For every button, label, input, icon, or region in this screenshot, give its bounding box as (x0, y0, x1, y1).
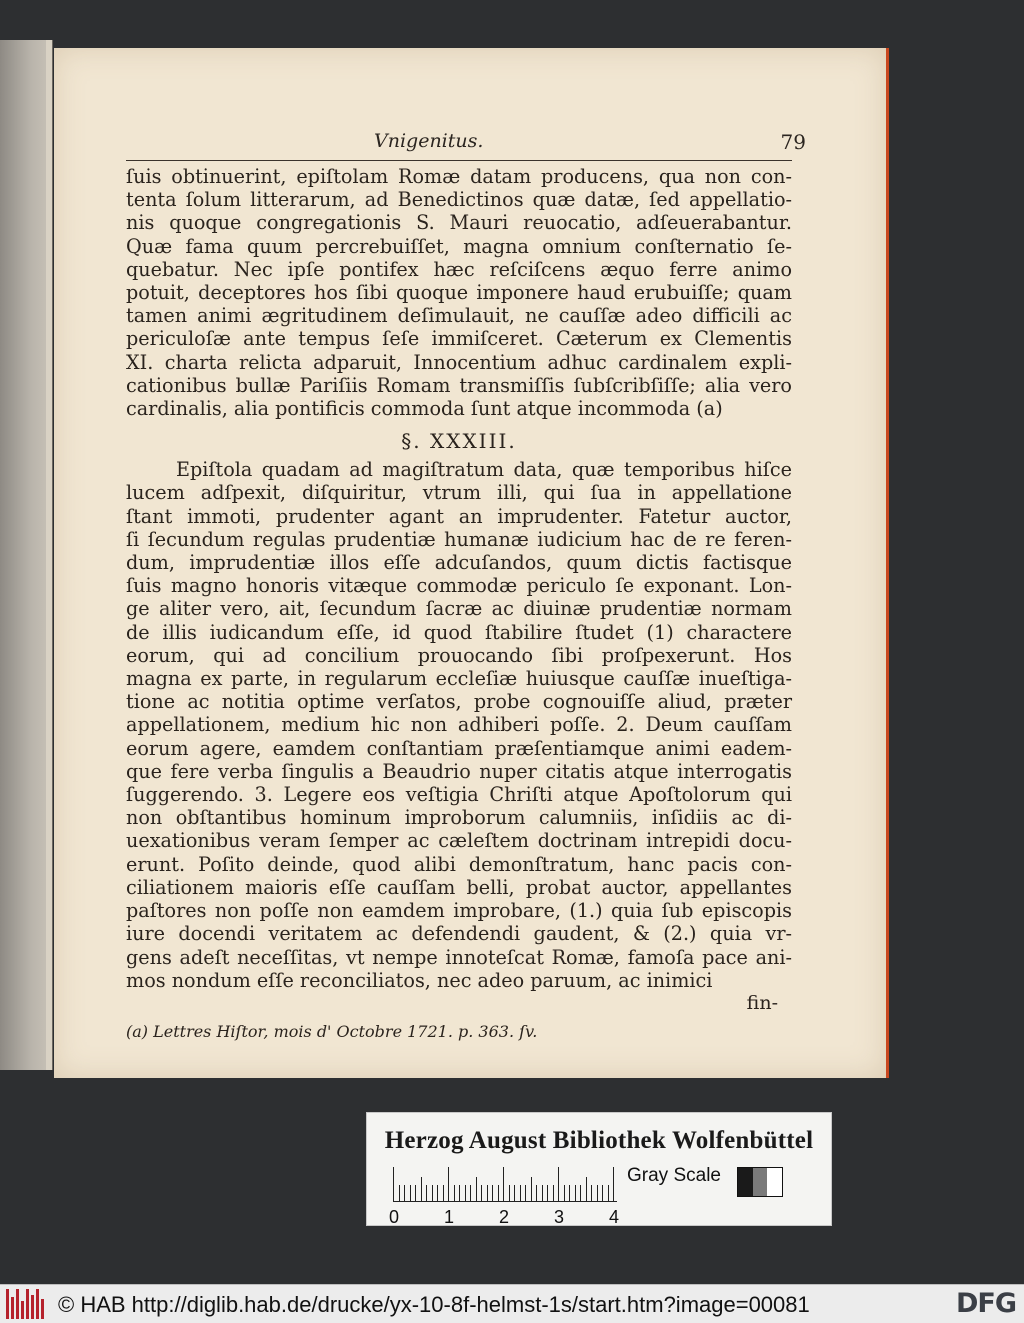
text-line: que fere verba ſingulis a Beaudrio nuper citatis atque interrogatis (126, 759, 792, 783)
ruler-tick (536, 1185, 537, 1201)
ruler-tick (404, 1185, 405, 1201)
ruler-tick (492, 1185, 493, 1201)
ruler-tick (569, 1185, 570, 1201)
ruler-number: 0 (389, 1207, 400, 1227)
ruler-tick (410, 1185, 411, 1201)
text-line: Epiſtola quadam ad magiſtratum data, quæ temporibus hiſce (176, 458, 792, 482)
text-line: de illis iudicandum eſſe, id quod ſtabilire ſtudet (1) charactere (126, 620, 792, 644)
ruler-tick (415, 1185, 416, 1201)
header-rule (126, 160, 792, 161)
text-line: tione ac notitia optime verſatos, probe cognouiſſe aliud, præter (126, 690, 792, 714)
text-line: potuit, deceptores hos ſibi quoque imponere haud erubuiſſe; quam (126, 281, 792, 305)
ruler-tick (564, 1185, 565, 1201)
running-head (126, 130, 806, 158)
text-line: quebatur. Nec ipſe pontifex hæc reſciſcens æquo ferre animo (126, 257, 792, 281)
text-line: iure docendi veritatem ac defendendi gaudent, & (2.) quia vr- (126, 922, 792, 946)
ruler-tick (476, 1177, 477, 1201)
text-line: eorum agere, eamdem conſtantiam præſentiamque animi eadem- (126, 736, 792, 760)
ruler-number: 1 (444, 1207, 455, 1227)
ruler-tick (586, 1177, 587, 1201)
text-line: ge aliter vero, ait, ſecundum ſacræ ac diuinæ prudentiæ normam (126, 597, 792, 621)
paragraph-two (126, 458, 792, 992)
ruler-tick (553, 1185, 554, 1201)
page-number: 79 (780, 130, 806, 154)
ruler-tick (509, 1185, 510, 1201)
text-line: periculoſæ ante tempus ſeſe immiſceret. Cæterum ex Clementis (126, 327, 792, 351)
ruler-tick (525, 1185, 526, 1201)
text-line: lucem adſpexit, diſquiritur, vtrum illi, qui ſua in appellatione (126, 481, 792, 505)
ruler-tick (542, 1185, 543, 1201)
text-line: cationibus bullæ Pariſiis Romam transmiſſis ſubſcribſiſſe; alia vero (126, 373, 792, 397)
dfg-logo: DFG (955, 1288, 1016, 1319)
text-line: magna ex parte, in regularum eccleſiæ huiusque cauſſæ inueſtiga- (126, 667, 792, 691)
running-title: Vnigenitus. (374, 130, 484, 152)
ruler-tick (448, 1167, 449, 1201)
text-line: tamen animi ægritudinem deſimulauit, ne cauſſæ adeo difficili ac (126, 304, 792, 328)
footer-bar (0, 1284, 1024, 1323)
ruler-tick (558, 1167, 559, 1201)
ruler-tick (470, 1185, 471, 1201)
ruler-tick (432, 1185, 433, 1201)
footer-url-link[interactable]: © HAB http://diglib.hab.de/drucke/yx-10-8f-helmst-1s/start.htm?image=00081 (58, 1292, 810, 1317)
library-label (366, 1112, 832, 1226)
text-line: Quæ fama quum percrebuiſſet, magna omnium conſternatio ſe- (126, 234, 792, 258)
ruler-tick (547, 1185, 548, 1201)
ruler-tick (426, 1185, 427, 1201)
text-line: ſuis obtinuerint, epiſtolam Romæ datam producens, qua non con- (126, 165, 792, 188)
text-line: cardinalis, alia pontificis commoda ſunt atque incommoda (a) (126, 397, 723, 421)
text-line: paſtores non poſſe non eamdem improbare, (1.) quia ſub episcopis (126, 899, 792, 923)
text-line: ſuggerendo. 3. Legere eos veſtigia Chriſti atque Apoſtolorum qui (126, 783, 792, 807)
text-line: appellationem, medium hic non adhiberi poſſe. 2. Deum cauſſam (126, 713, 792, 737)
ruler-number: 4 (609, 1207, 620, 1227)
ruler-tick (421, 1177, 422, 1201)
gray-swatch (767, 1168, 782, 1196)
ruler-tick (487, 1185, 488, 1201)
ruler-tick (580, 1185, 581, 1201)
ruler-tick (575, 1185, 576, 1201)
ruler-tick (454, 1185, 455, 1201)
section-heading: §. XXXIII. (401, 429, 517, 454)
ruler-tick (399, 1185, 400, 1201)
text-line: XI. charta relicta adparuit, Innocentium adhuc cardinalem expli- (126, 350, 792, 374)
paragraph-one (126, 165, 792, 420)
text-line: ſtant immoti, prudenter agant an imprudenter. Fatetur auctor, (126, 504, 792, 528)
library-title: Herzog August Bibliothek Wolfenbüttel (384, 1127, 814, 1154)
page-content (126, 130, 806, 1043)
scale-ruler (393, 1165, 617, 1202)
text-line: erunt. Poſito deinde, quod alibi demonſtratum, hanc pacis con- (126, 852, 792, 876)
hab-logo-icon (6, 1289, 48, 1319)
ruler-tick (514, 1185, 515, 1201)
text-line: ſuis magno honoris vitæque commodæ periculo ſe exponant. Lon- (126, 574, 792, 598)
text-line: tenta ſolum litterarum, ad Benedictinos quæ datæ, ſed appellatio- (126, 188, 792, 212)
ruler-tick (459, 1185, 460, 1201)
ruler-tick (520, 1185, 521, 1201)
text-line: dum, imprudentiæ illos eſſe adcuſandos, quum dictis factisque (126, 551, 792, 575)
ruler-tick (602, 1185, 603, 1201)
ruler-tick (613, 1167, 614, 1201)
ruler-tick (591, 1185, 592, 1201)
ruler-tick (437, 1185, 438, 1201)
ruler-number: 3 (554, 1207, 565, 1227)
ruler-number: 2 (499, 1207, 510, 1227)
ruler-tick (443, 1185, 444, 1201)
text-line: mos nondum eſſe reconciliatos, nec adeo paruum, ac inimici (126, 968, 713, 992)
text-line: uexationibus veram ſemper ac cæleſtem doctrinam intrepidi docu- (126, 829, 792, 853)
book-page (54, 48, 889, 1078)
left-page-edge (0, 40, 53, 1070)
ruler-tick (503, 1167, 504, 1201)
gray-scale-swatches (737, 1167, 783, 1197)
ruler-tick (393, 1167, 394, 1201)
ruler-tick (608, 1185, 609, 1201)
text-line: nis quoque congregationis S. Mauri reuocatio, adſeuerabantur. (126, 211, 792, 235)
gray-swatch (738, 1168, 753, 1196)
gray-scale-label: Gray Scale (627, 1165, 721, 1186)
footnote: (a) Lettres Hiſtor, mois d' Octobre 1721. p. 363. ſv. (126, 1021, 538, 1041)
ruler-tick (597, 1185, 598, 1201)
ruler-tick (465, 1185, 466, 1201)
ruler-tick (498, 1185, 499, 1201)
text-line: eorum, qui ad concilium prouocando ſibi proſpexerunt. Hos (126, 643, 792, 667)
ruler-tick (481, 1185, 482, 1201)
text-line: ciliationem maioris eſſe cauſſam belli, probat auctor, appellantes (126, 875, 792, 899)
ruler-tick (531, 1177, 532, 1201)
catchword: fin- (746, 991, 778, 1014)
text-line: gens adeſt neceſſitas, vt nempe innoteſcat Romæ, famoſa pace ani- (126, 945, 792, 969)
gray-swatch (753, 1168, 768, 1196)
text-line: ſi ſecundum regulas prudentiæ humanæ iudicium hac de re feren- (126, 527, 792, 551)
text-line: non obſtantibus hominum improborum calumniis, inſidiis ac di- (126, 806, 792, 830)
